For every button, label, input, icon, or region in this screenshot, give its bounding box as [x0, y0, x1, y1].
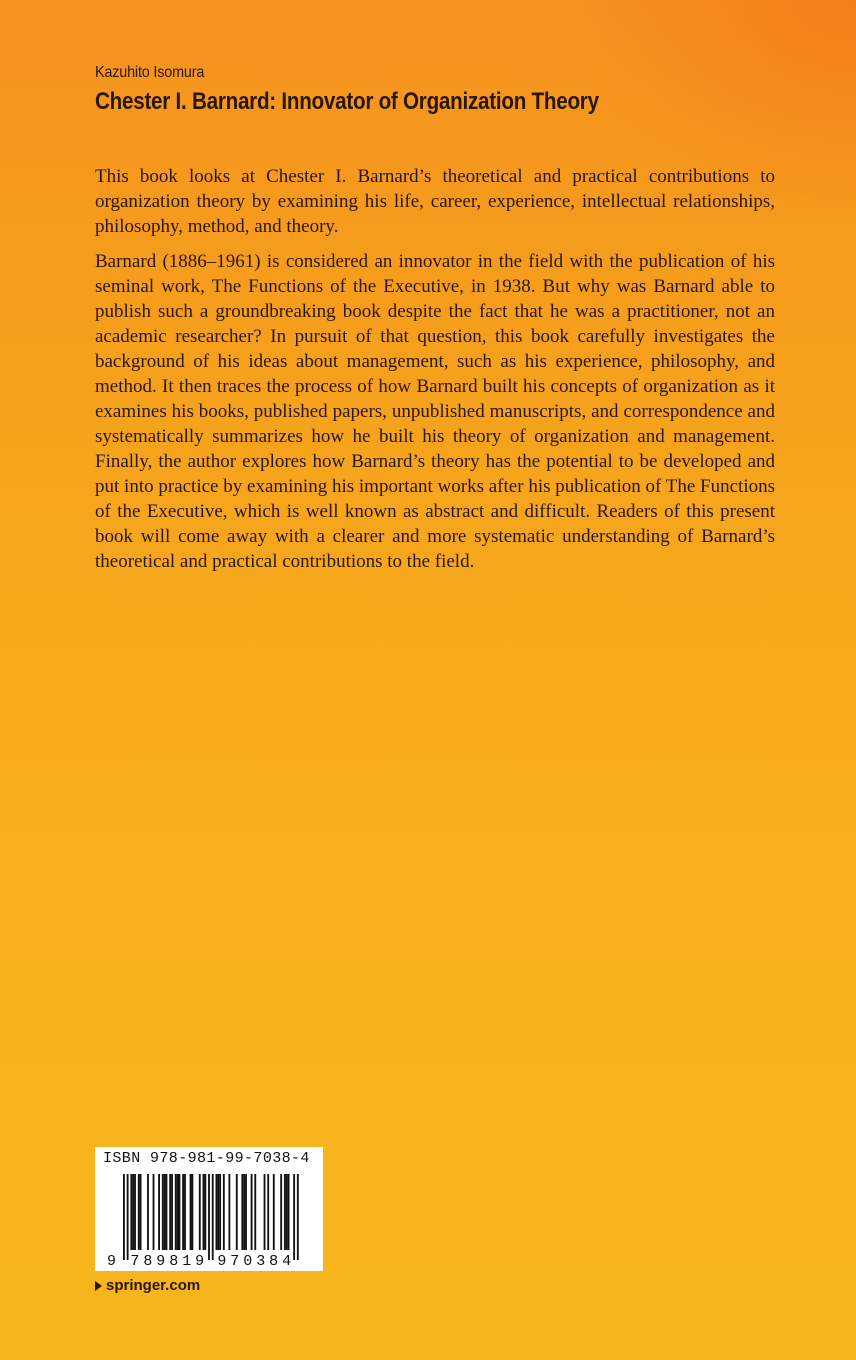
barcode-bar [251, 1174, 253, 1250]
barcode-digit: 4 [282, 1253, 292, 1266]
barcode-digit: 9 [107, 1253, 117, 1266]
barcode-bar [280, 1174, 282, 1250]
barcode-bar [138, 1174, 140, 1250]
description-paragraph-2: Barnard (1886–1961) is considered an innovator in the field with the publication of his seminal work, The Functions of the Executive, in 1938. But why was Barnard able to publish such a groundbreaking book despite the fact that he was a practitioner, not an academic researcher? In pursuit of that question, this book carefully investigates the background of his ideas about management, such as his experience, philosophy, and method. It then traces the process of how Barnard built his concepts of organization as it examines his books, published papers, unpublished manuscripts, and correspondence and systematically summarizes how he built his theory of organization and management. Finally, the author explores how Barnard’s theory has the potential to be developed and put into practice by examining his important works after his publication of The Functions of the Executive, which is well known as abstract and difficult. Readers of this present book will come away with a clearer and more systematic understanding of Barnard’s theoretical and practical contributions to the field. [95, 251, 775, 572]
barcode-bar [127, 1174, 129, 1260]
barcode-bar [203, 1174, 205, 1250]
barcode-bar [134, 1174, 136, 1250]
barcode-digit: 3 [256, 1253, 266, 1266]
barcode-bar [216, 1174, 218, 1250]
description [95, 164, 775, 584]
barcode-digit: 1 [182, 1253, 192, 1266]
barcode-bar [191, 1174, 193, 1250]
barcode-bar [182, 1174, 184, 1250]
triangle-arrow-icon [95, 1281, 102, 1291]
barcode-bar [223, 1174, 225, 1250]
barcode-bar [184, 1174, 186, 1250]
publisher-url: springer.com [106, 1277, 201, 1294]
barcode-bar [293, 1174, 295, 1260]
barcode-digit: 8 [143, 1253, 153, 1266]
book-title: Chester I. Barnard: Innovator of Organization Theory [95, 88, 599, 115]
barcode-digit: 8 [269, 1253, 279, 1266]
barcode-bar [208, 1174, 210, 1260]
barcode-bar [228, 1174, 230, 1250]
barcode-bar [171, 1174, 173, 1250]
barcode-digit: 0 [243, 1253, 253, 1266]
barcode-digit: 7 [230, 1253, 240, 1266]
isbn-label: ISBN 978-981-99-7038-4 [103, 1150, 310, 1167]
barcode-bar [254, 1174, 256, 1250]
barcode-bar [140, 1174, 142, 1250]
barcode-digit: 9 [156, 1253, 166, 1266]
barcode-bar [267, 1174, 269, 1250]
isbn-barcode [95, 1147, 323, 1271]
barcode-bar [147, 1174, 149, 1250]
barcode-bar [162, 1174, 164, 1250]
barcode-bar [199, 1174, 201, 1250]
barcode-digit: 7 [130, 1253, 140, 1266]
barcode-bar [153, 1174, 155, 1250]
barcode-bar [286, 1174, 288, 1250]
barcode-bar [212, 1174, 214, 1260]
barcode-bar [204, 1174, 206, 1250]
author-name: Kazuhito Isomura [95, 64, 205, 81]
barcode-bar [123, 1174, 125, 1260]
barcode-bar [164, 1174, 166, 1250]
barcode-image [105, 1174, 313, 1266]
barcode-bar [236, 1174, 238, 1250]
barcode-bar [288, 1174, 290, 1250]
barcode-bar [297, 1174, 299, 1260]
barcode-bar [190, 1174, 192, 1250]
barcode-bar [241, 1174, 243, 1250]
barcode-bar [177, 1174, 179, 1250]
barcode-bar [284, 1174, 286, 1250]
description-paragraph-1: This book looks at Chester I. Barnard’s theoretical and practical contributions to organization theory by examining his life, career, experience, intellectual relationships, philosophy, method, and theory. [95, 166, 775, 237]
barcode-bar [132, 1174, 134, 1250]
barcode-digit: 9 [195, 1253, 205, 1266]
barcode-bar [179, 1174, 181, 1250]
barcode-bar [245, 1174, 247, 1250]
barcode-bar [243, 1174, 245, 1250]
barcode-bar [175, 1174, 177, 1250]
barcode-bar [217, 1174, 219, 1250]
barcode-bar [273, 1174, 275, 1250]
barcode-bar [166, 1174, 168, 1250]
barcode-digit: 9 [217, 1253, 227, 1266]
publisher-link[interactable] [95, 1277, 200, 1294]
barcode-bar [158, 1174, 160, 1250]
barcode-digit: 8 [169, 1253, 179, 1266]
barcode-bar [130, 1174, 132, 1250]
barcode-bar [169, 1174, 171, 1250]
barcode-bar [264, 1174, 266, 1250]
barcode-bar [219, 1174, 221, 1250]
cover-header [95, 64, 795, 116]
